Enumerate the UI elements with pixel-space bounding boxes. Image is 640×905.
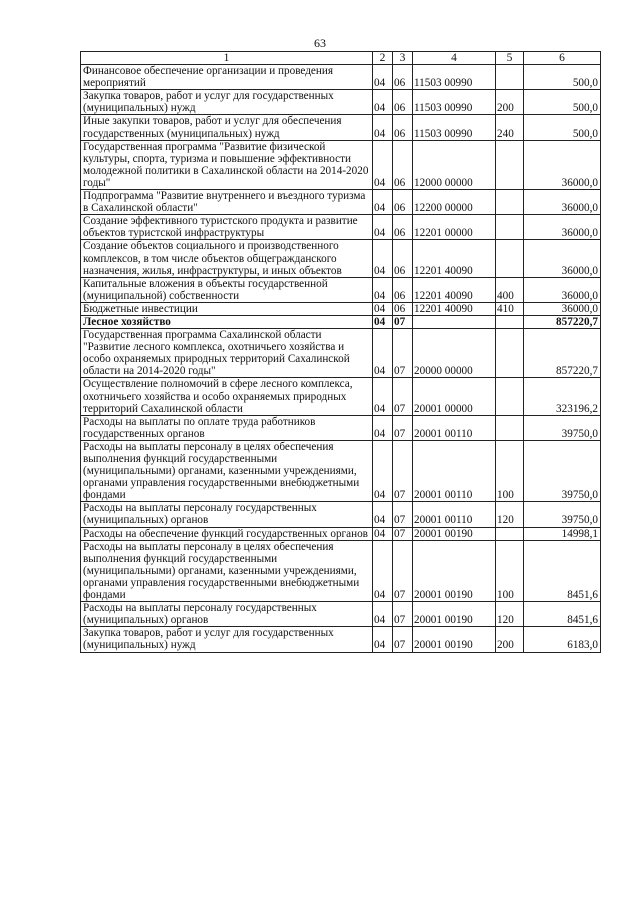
row-target-article-cell: 12201 40090: [413, 240, 496, 277]
row-target-article-cell: 20001 00110: [413, 415, 496, 440]
column-header: 1: [81, 52, 373, 65]
row-section-cell: 04: [373, 90, 393, 115]
table-row: [81, 527, 601, 540]
row-amount-cell: 36000,0: [524, 240, 601, 277]
row-section-cell: 04: [373, 540, 393, 601]
row-amount-cell: 36000,0: [524, 302, 601, 315]
row-subsection-cell: 07: [393, 540, 413, 601]
row-name-cell: Бюджетные инвестиции: [81, 302, 373, 315]
row-name-cell: Расходы на выплаты персоналу в целях обеспечения выполнения функций государственными (муниципальными) органами, казенными учреждениями, органами управления государственными внебюджетными фондами: [81, 540, 373, 601]
row-expense-type-cell: [496, 215, 524, 240]
row-expense-type-cell: 200: [496, 90, 524, 115]
row-subsection-cell: 07: [393, 315, 413, 328]
table-row: [81, 378, 601, 415]
table-row: [81, 277, 601, 302]
row-subsection-cell: 06: [393, 190, 413, 215]
row-section-cell: 04: [373, 329, 393, 378]
row-name-cell: Государственная программа "Развитие физической культуры, спорта, туризма и повышение эффективности молодежной политики в Сахалинской области на 2014-2020 годы": [81, 140, 373, 189]
row-target-article-cell: 20001 00190: [413, 527, 496, 540]
row-target-article-cell: 20001 00000: [413, 378, 496, 415]
column-header: 3: [393, 52, 413, 65]
row-section-cell: 04: [373, 602, 393, 627]
row-name-cell: Расходы на выплаты персоналу государственных (муниципальных) органов: [81, 602, 373, 627]
row-subsection-cell: 06: [393, 302, 413, 315]
row-expense-type-cell: 200: [496, 627, 524, 652]
row-subsection-cell: 06: [393, 240, 413, 277]
table-row: [81, 190, 601, 215]
row-subsection-cell: 06: [393, 215, 413, 240]
row-subsection-cell: 06: [393, 277, 413, 302]
row-amount-cell: 36000,0: [524, 190, 601, 215]
row-target-article-cell: 20001 00110: [413, 502, 496, 527]
row-expense-type-cell: 120: [496, 502, 524, 527]
column-header: 4: [413, 52, 496, 65]
row-amount-cell: 857220,7: [524, 329, 601, 378]
row-expense-type-cell: [496, 65, 524, 90]
row-section-cell: 04: [373, 378, 393, 415]
table-row: [81, 602, 601, 627]
row-target-article-cell: 20000 00000: [413, 329, 496, 378]
row-name-cell: Подпрограмма "Развитие внутреннего и въездного туризма в Сахалинской области": [81, 190, 373, 215]
column-header: 5: [496, 52, 524, 65]
row-name-cell: Капитальные вложения в объекты государственной (муниципальной) собственности: [81, 277, 373, 302]
table-row: [81, 415, 601, 440]
row-subsection-cell: 07: [393, 378, 413, 415]
row-subsection-cell: 07: [393, 329, 413, 378]
row-amount-cell: 500,0: [524, 115, 601, 140]
row-target-article-cell: 12201 40090: [413, 302, 496, 315]
column-header: 2: [373, 52, 393, 65]
row-section-cell: 04: [373, 302, 393, 315]
row-expense-type-cell: 100: [496, 440, 524, 501]
table-row: [81, 240, 601, 277]
row-section-cell: 04: [373, 115, 393, 140]
row-target-article-cell: 20001 00190: [413, 540, 496, 601]
table-row: [81, 115, 601, 140]
row-name-cell: Расходы на обеспечение функций государственных органов: [81, 527, 373, 540]
column-header: 6: [524, 52, 601, 65]
row-amount-cell: 8451,6: [524, 602, 601, 627]
row-expense-type-cell: [496, 329, 524, 378]
row-expense-type-cell: [496, 415, 524, 440]
row-subsection-cell: 07: [393, 415, 413, 440]
table-row: [81, 315, 601, 328]
row-expense-type-cell: [496, 378, 524, 415]
row-section-cell: 04: [373, 240, 393, 277]
row-name-cell: Создание объектов социального и производственного комплексов, в том числе объектов общегражданского назначения, жилья, инфраструктуры, и иных объектов: [81, 240, 373, 277]
row-expense-type-cell: 120: [496, 602, 524, 627]
row-subsection-cell: 06: [393, 115, 413, 140]
row-target-article-cell: 12201 00000: [413, 215, 496, 240]
row-target-article-cell: 20001 00110: [413, 440, 496, 501]
row-expense-type-cell: 410: [496, 302, 524, 315]
row-target-article-cell: 12200 00000: [413, 190, 496, 215]
row-subsection-cell: 07: [393, 440, 413, 501]
row-amount-cell: 36000,0: [524, 140, 601, 189]
table-row: [81, 627, 601, 652]
table-row: [81, 502, 601, 527]
row-target-article-cell: 11503 00990: [413, 115, 496, 140]
row-expense-type-cell: [496, 240, 524, 277]
page-number: 63: [314, 36, 326, 50]
row-amount-cell: 36000,0: [524, 215, 601, 240]
row-amount-cell: 323196,2: [524, 378, 601, 415]
row-expense-type-cell: [496, 140, 524, 189]
row-expense-type-cell: 400: [496, 277, 524, 302]
row-section-cell: 04: [373, 315, 393, 328]
row-name-cell: Финансовое обеспечение организации и проведения мероприятий: [81, 65, 373, 90]
row-expense-type-cell: [496, 190, 524, 215]
row-name-cell: Расходы на выплаты персоналу в целях обеспечения выполнения функций государственными (муниципальными) органами, казенными учреждениями, органами управления государственными внебюджетными фондами: [81, 440, 373, 501]
row-section-cell: 04: [373, 627, 393, 652]
row-target-article-cell: 12201 40090: [413, 277, 496, 302]
table-header-row: [81, 52, 601, 65]
row-section-cell: 04: [373, 215, 393, 240]
row-target-article-cell: 11503 00990: [413, 65, 496, 90]
row-expense-type-cell: [496, 315, 524, 328]
row-amount-cell: 39750,0: [524, 502, 601, 527]
row-expense-type-cell: 240: [496, 115, 524, 140]
table-row: [81, 140, 601, 189]
row-amount-cell: 500,0: [524, 90, 601, 115]
row-expense-type-cell: [496, 527, 524, 540]
row-amount-cell: 36000,0: [524, 277, 601, 302]
table-row: [81, 540, 601, 601]
row-subsection-cell: 06: [393, 90, 413, 115]
row-section-cell: 04: [373, 440, 393, 501]
row-section-cell: 04: [373, 527, 393, 540]
row-name-cell: Расходы на выплаты по оплате труда работников государственных органов: [81, 415, 373, 440]
row-name-cell: Создание эффективного туристского продукта и развитие объектов туристской инфраструктуры: [81, 215, 373, 240]
row-subsection-cell: 07: [393, 602, 413, 627]
row-name-cell: Закупка товаров, работ и услуг для государственных (муниципальных) нужд: [81, 627, 373, 652]
row-amount-cell: 6183,0: [524, 627, 601, 652]
row-section-cell: 04: [373, 190, 393, 215]
row-name-cell: Закупка товаров, работ и услуг для государственных (муниципальных) нужд: [81, 90, 373, 115]
row-name-cell: Лесное хозяйство: [81, 315, 373, 328]
row-subsection-cell: 06: [393, 65, 413, 90]
row-target-article-cell: 20001 00190: [413, 627, 496, 652]
row-section-cell: 04: [373, 415, 393, 440]
table-row: [81, 90, 601, 115]
budget-table: [80, 51, 601, 653]
row-subsection-cell: 07: [393, 527, 413, 540]
row-amount-cell: 857220,7: [524, 315, 601, 328]
row-section-cell: 04: [373, 140, 393, 189]
row-amount-cell: 39750,0: [524, 415, 601, 440]
row-section-cell: 04: [373, 502, 393, 527]
table-row: [81, 302, 601, 315]
row-amount-cell: 14998,1: [524, 527, 601, 540]
table-row: [81, 215, 601, 240]
row-subsection-cell: 06: [393, 140, 413, 189]
row-subsection-cell: 07: [393, 627, 413, 652]
row-amount-cell: 8451,6: [524, 540, 601, 601]
row-target-article-cell: [413, 315, 496, 328]
row-expense-type-cell: 100: [496, 540, 524, 601]
row-amount-cell: 39750,0: [524, 440, 601, 501]
row-amount-cell: 500,0: [524, 65, 601, 90]
row-target-article-cell: 12000 00000: [413, 140, 496, 189]
row-section-cell: 04: [373, 65, 393, 90]
row-name-cell: Расходы на выплаты персоналу государственных (муниципальных) органов: [81, 502, 373, 527]
row-name-cell: Осуществление полномочий в сфере лесного комплекса, охотничьего хозяйства и особо охраняемых природных территорий Сахалинской области: [81, 378, 373, 415]
row-section-cell: 04: [373, 277, 393, 302]
row-subsection-cell: 07: [393, 502, 413, 527]
table-row: [81, 440, 601, 501]
row-name-cell: Государственная программа Сахалинской области "Развитие лесного комплекса, охотничьего хозяйства и особо охраняемых природных территорий Сахалинской области на 2014-2020 годы": [81, 329, 373, 378]
table-row: [81, 65, 601, 90]
table-row: [81, 329, 601, 378]
row-target-article-cell: 20001 00190: [413, 602, 496, 627]
row-name-cell: Иные закупки товаров, работ и услуг для обеспечения государственных (муниципальных) нужд: [81, 115, 373, 140]
row-target-article-cell: 11503 00990: [413, 90, 496, 115]
